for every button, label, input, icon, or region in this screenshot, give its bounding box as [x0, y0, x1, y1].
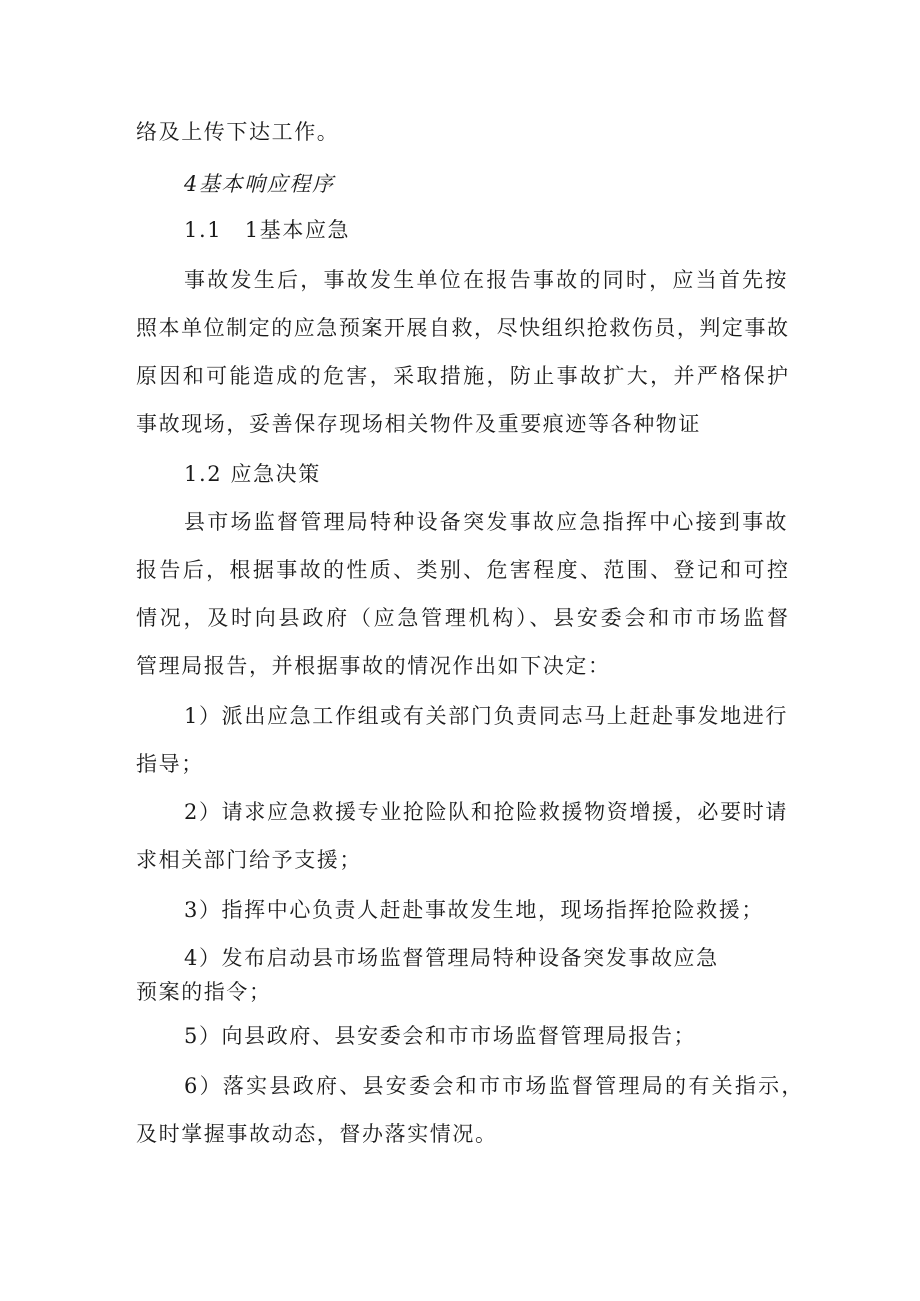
paragraph-line: 事故发生后，事故发生单位在报告事故的同时，应当首先按 — [184, 268, 788, 292]
paragraph-line: 报告后，根据事故的性质、类别、危害程度、范围、登记和可控 — [136, 558, 788, 582]
list-item-continuation: 指导； — [136, 752, 204, 776]
paragraph-line: 络及上传下达工作。 — [136, 120, 340, 144]
list-item: 1）派出应急工作组或有关部门负责同志马上赶赴事发地进行 — [184, 704, 788, 728]
paragraph-line: 事故现场，妥善保存现场相关物件及重要痕迹等各种物证 — [136, 412, 701, 436]
list-item-continuation: 预案的指令； — [136, 980, 272, 1004]
list-item: 6）落实县政府、县安委会和市市场监督管理局的有关指示， — [184, 1074, 804, 1098]
subsection-heading: 1.2 应急决策 — [184, 462, 321, 486]
paragraph-line: 原因和可能造成的危害，采取措施，防止事故扩大，并严格保护 — [136, 364, 788, 388]
list-item: 3）指挥中心负责人赶赴事故发生地，现场指挥抢险救援； — [184, 898, 764, 922]
paragraph-line: 管理局报告，并根据事故的情况作出如下决定： — [136, 654, 611, 678]
list-item: 4）发布启动县市场监督管理局特种设备突发事故应急 — [184, 946, 719, 970]
list-item: 5）向县政府、县安委会和市市场监督管理局报告； — [184, 1024, 697, 1048]
paragraph-line: 照本单位制定的应急预案开展自救，尽快组织抢救伤员，判定事故 — [136, 316, 788, 340]
paragraph-line: 情况，及时向县政府（应急管理机构）、县安委会和市市场监督 — [136, 606, 788, 630]
list-item-continuation: 及时掌握事故动态，督办落实情况。 — [136, 1122, 498, 1146]
list-item: 2）请求应急救援专业抢险队和抢险救援物资增援，必要时请 — [184, 800, 788, 824]
subsection-heading: 1.1 1基本应急 — [184, 218, 351, 242]
paragraph-line: 县市场监督管理局特种设备突发事故应急指挥中心接到事故 — [184, 510, 788, 534]
section-heading: 4基本响应程序 — [184, 172, 335, 196]
list-item-continuation: 求相关部门给予支援； — [136, 848, 362, 872]
